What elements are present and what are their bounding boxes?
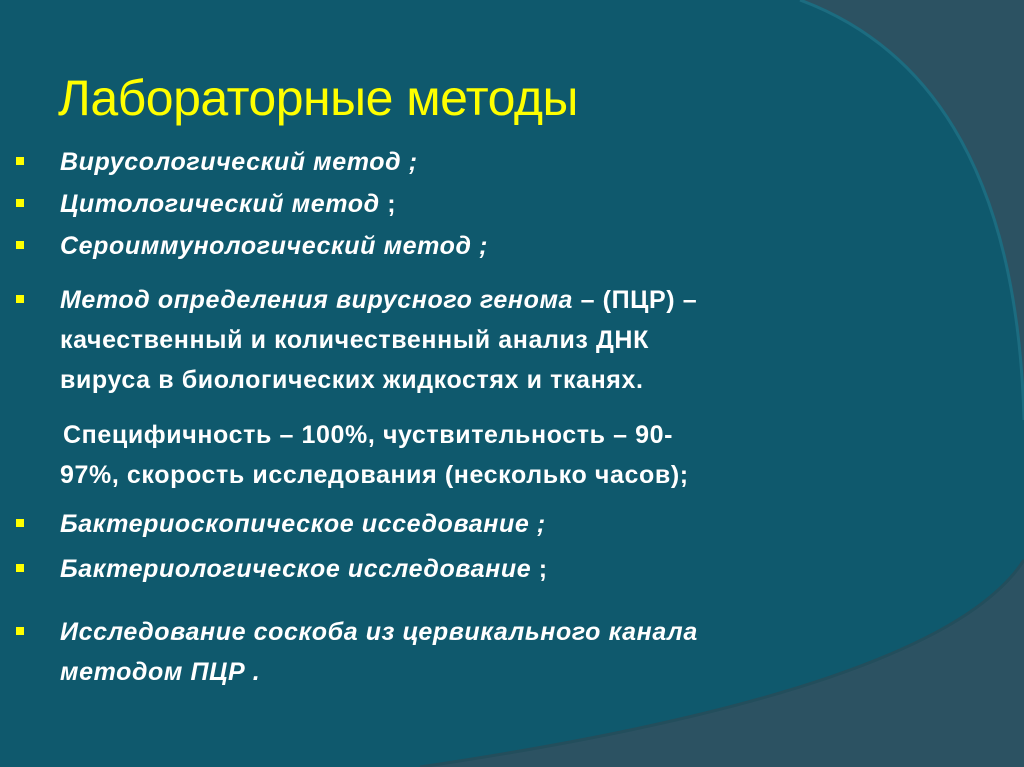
- list-item-bacterioscopy: [60, 504, 546, 544]
- item-text: Бактериологическое исследование: [60, 555, 532, 583]
- square-bullet-icon: [16, 241, 24, 249]
- item-text: Сероиммунологический метод ;: [60, 232, 489, 260]
- item-text-suffix: ;: [379, 190, 397, 218]
- item-line-3: вируса в биологических жидкостях и тканях.: [60, 366, 644, 394]
- list-item-cervical-pcr: [60, 612, 698, 692]
- item-line-1: Исследование соскоба из цервикального канала: [60, 618, 698, 646]
- note-line-2: 97%, скорость исследования (несколько часов);: [60, 461, 689, 489]
- pcr-characteristics-note: [60, 415, 689, 495]
- item-text: Вирусологический метод ;: [60, 148, 418, 176]
- square-bullet-icon: [16, 199, 24, 207]
- item-text: Метод определения вирусного генома: [60, 286, 574, 314]
- square-bullet-icon: [16, 519, 24, 527]
- item-text-suffix: ;: [531, 555, 548, 583]
- square-bullet-icon: [16, 627, 24, 635]
- item-line-2: качественный и количественный анализ ДНК: [60, 326, 649, 354]
- square-bullet-icon: [16, 295, 24, 303]
- item-text-suffix: – (ПЦР) –: [573, 286, 698, 314]
- list-item-bacteriology: [60, 549, 548, 589]
- list-item-cytology: [60, 184, 396, 224]
- list-item-seroimmunology: [60, 226, 488, 266]
- list-item-pcr-genome: [60, 280, 697, 400]
- slide-title: Лабораторные методы: [58, 70, 578, 126]
- square-bullet-icon: [16, 157, 24, 165]
- square-bullet-icon: [16, 564, 24, 572]
- item-line-1: [60, 280, 697, 320]
- list-item-virology: [60, 142, 418, 182]
- item-line-2: методом ПЦР .: [60, 658, 261, 686]
- item-text: Цитологический метод: [60, 190, 380, 218]
- item-text: Бактериоскопическое исседование ;: [60, 510, 546, 538]
- note-line-1: Специфичность – 100%, чуствительность – 90-: [63, 421, 674, 449]
